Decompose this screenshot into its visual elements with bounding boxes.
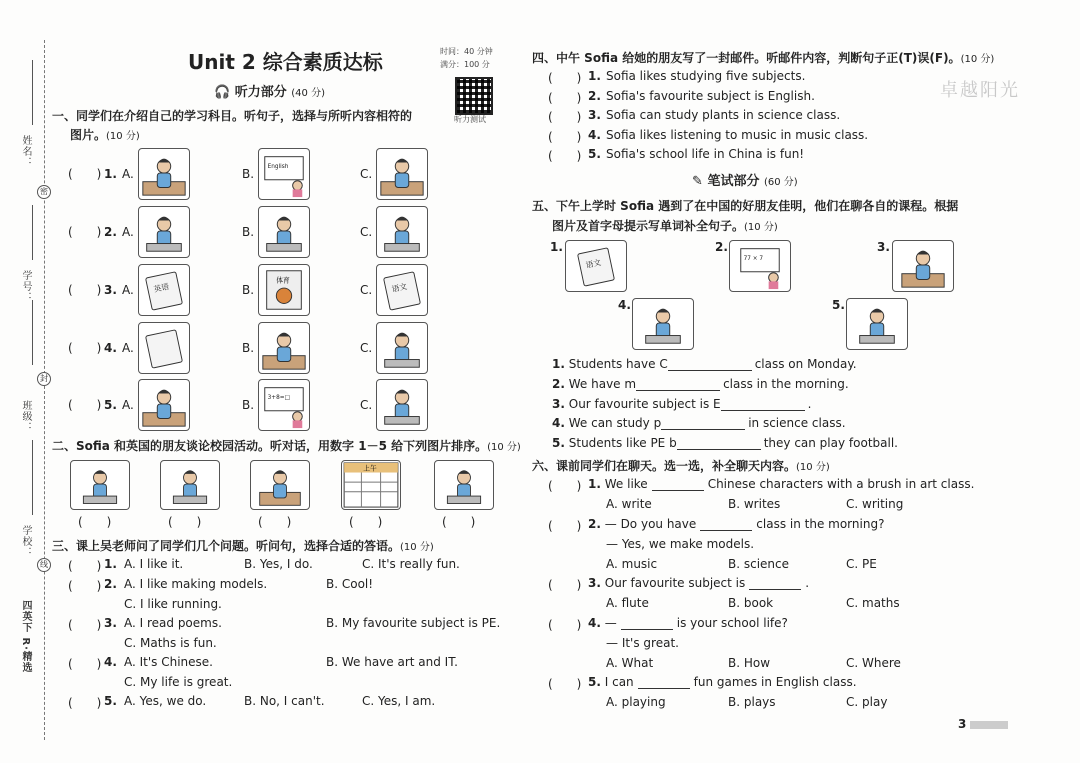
- section5-sentence-1-blank[interactable]: [668, 358, 752, 371]
- section1-row-5-option-a[interactable]: A.: [122, 398, 134, 412]
- section6-item-3-option-a[interactable]: A. flute: [606, 596, 649, 610]
- section5-sentence-4-number: 4.: [552, 416, 565, 431]
- section6-heading-text: 六、课前同学们在聊天。选一选，补全聊天内容。: [532, 459, 797, 473]
- id-write-line: [32, 205, 33, 260]
- section6-item-3-paren[interactable]: ( ): [548, 578, 582, 592]
- section1-row-1-paren[interactable]: ( ): [68, 167, 102, 181]
- section2-picture-3[interactable]: [250, 460, 310, 510]
- section1-row-1-option-a[interactable]: A.: [122, 167, 134, 181]
- section1-row-3-option-b[interactable]: B.: [242, 283, 255, 297]
- section1-row-4-number: 4.: [104, 341, 117, 355]
- section6-item-5-option-b[interactable]: B. plays: [728, 695, 776, 709]
- section1-heading-line2: [70, 126, 140, 143]
- section6-item-2-paren[interactable]: ( ): [548, 519, 582, 533]
- section3-heading-text: 三、课上吴老师问了同学们几个问题。听问句，选择合适的答语。: [52, 539, 401, 553]
- section2-picture-5[interactable]: [434, 460, 494, 510]
- section5-sentence-1: [552, 357, 857, 371]
- section6-item-2-prefix: — Do you have: [604, 517, 697, 531]
- section5-sentence-4: [552, 416, 846, 430]
- section5-picture-number-4: 4.: [618, 298, 631, 312]
- section6-item-5-option-a[interactable]: A. playing: [606, 695, 666, 709]
- section5-picture-5[interactable]: [846, 298, 908, 350]
- section3-item-1-option-a[interactable]: A. I like it.: [124, 557, 184, 571]
- section2-picture-2[interactable]: [160, 460, 220, 510]
- section6-item-1-number: 1.: [588, 477, 601, 491]
- listening-points: (40 分): [291, 88, 325, 99]
- section6-item-3-suffix: .: [805, 576, 810, 590]
- section6-item-1-blank[interactable]: [652, 478, 704, 491]
- section1-row-5-option-b[interactable]: B.: [242, 398, 255, 412]
- section6-item-2-option-c[interactable]: C. PE: [846, 557, 877, 571]
- section3-item-4-option-b[interactable]: B. We have art and IT.: [326, 655, 458, 669]
- section1-row-4-paren[interactable]: ( ): [68, 341, 102, 355]
- class-label: 班级：: [20, 400, 31, 433]
- pencil-icon: ✎: [692, 174, 703, 189]
- section1-points: (10 分): [106, 131, 140, 142]
- svg-text:3+8=□: 3+8=□: [267, 395, 291, 402]
- section6-item-4-option-a[interactable]: A. What: [606, 656, 654, 670]
- writing-points: (60 分): [763, 177, 798, 188]
- section6-item-4-stem: [588, 616, 788, 630]
- section3-item-4-paren[interactable]: ( ): [68, 657, 102, 671]
- writing-heading-text: 笔试部分: [707, 174, 760, 189]
- section3-item-5-option-c[interactable]: C. Yes, I am.: [362, 694, 436, 708]
- section4-heading-text: 四、中午 Sofia 给她的朋友写了一封邮件。听邮件内容，判断句子正(T)误(F)。: [532, 51, 961, 65]
- section3-item-3-paren[interactable]: ( ): [68, 618, 102, 632]
- svg-text:语文: 语文: [584, 257, 602, 270]
- section5-sentence-4-suffix: in science class.: [748, 416, 846, 431]
- section6-item-2-option-b[interactable]: B. science: [728, 557, 790, 571]
- section5-picture-number-1: 1.: [550, 240, 563, 254]
- seal-mark-xian: 线: [37, 558, 51, 572]
- section4-heading: [532, 49, 994, 66]
- section3-item-1-option-b[interactable]: B. Yes, I do.: [244, 557, 313, 571]
- section6-item-1-paren[interactable]: ( ): [548, 479, 582, 493]
- page-number: 3: [958, 717, 967, 731]
- section3-item-1-paren[interactable]: ( ): [68, 559, 102, 573]
- section4-item-5-text: Sofia's school life in China is fun!: [606, 147, 805, 162]
- section4-item-3-text: Sofia can study plants in science class.: [606, 108, 841, 123]
- section2-picture-1[interactable]: [70, 460, 130, 510]
- section6-item-1-suffix: Chinese characters with a brush in art class.: [707, 477, 975, 491]
- section4-item-5-paren[interactable]: ( ): [548, 149, 582, 164]
- section6-item-3-prefix: Our favourite subject is: [604, 576, 746, 590]
- section3-item-2-paren[interactable]: ( ): [68, 579, 102, 593]
- section6-item-4-number: 4.: [588, 616, 601, 630]
- page-title: Unit 2 综合素质达标: [188, 50, 383, 74]
- qr-code[interactable]: [455, 77, 493, 115]
- section1-row-3-picture-a[interactable]: [138, 264, 190, 316]
- section2-answer-paren-2[interactable]: ( ): [168, 515, 202, 529]
- section1-row-2-picture-c[interactable]: [376, 206, 428, 258]
- section4-item-3-paren[interactable]: ( ): [548, 110, 582, 125]
- seal-mark-feng: 封: [37, 372, 51, 386]
- section6-item-5-prefix: I can: [604, 675, 634, 689]
- seal-mark-mi: 密: [37, 185, 51, 199]
- section5-sentence-1-suffix: class on Monday.: [754, 357, 857, 371]
- section4-item-2-text: Sofia's favourite subject is English.: [606, 88, 815, 103]
- watermark: 卓越阳光: [940, 80, 1020, 101]
- section3-item-5-option-a[interactable]: A. Yes, we do.: [124, 694, 207, 708]
- section5-sentence-5-number: 5.: [552, 436, 565, 451]
- section5-picture-number-3: 3.: [877, 240, 890, 254]
- section1-row-5-picture-c[interactable]: [376, 379, 428, 431]
- section1-row-3-option-c[interactable]: C.: [360, 283, 373, 297]
- section1-row-5-picture-b[interactable]: [258, 379, 310, 431]
- section1-row-2-number: 2.: [104, 225, 117, 239]
- section4-item-5-number: 5.: [588, 147, 601, 162]
- section1-heading-text2: 图片。: [70, 128, 107, 142]
- section2-answer-paren-1[interactable]: ( ): [78, 515, 112, 529]
- section5-picture-3[interactable]: [892, 240, 954, 292]
- section3-item-3-option-b[interactable]: B. My favourite subject is PE.: [326, 616, 501, 630]
- section6-item-2-stem: [588, 517, 884, 531]
- cut-line: [44, 40, 45, 740]
- svg-text:上午: 上午: [363, 464, 377, 473]
- section3-item-1-option-c[interactable]: C. It's really fun.: [362, 557, 460, 571]
- section4-item-4-number: 4.: [588, 127, 601, 142]
- section5-sentence-2-prefix: We have m: [568, 376, 637, 391]
- section1-row-4-option-b[interactable]: B.: [242, 341, 255, 355]
- section3-item-5-option-b[interactable]: B. No, I can't.: [244, 694, 325, 708]
- section6-item-4-suffix: is your school life?: [676, 616, 788, 630]
- section3-points: (10 分): [400, 542, 434, 553]
- section5-sentence-4-prefix: We can study p: [568, 416, 662, 431]
- section5-heading-text2: 图片及首字母提示写单词补全句子。: [552, 219, 745, 233]
- section4-item-4-paren[interactable]: ( ): [548, 129, 582, 144]
- section1-row-1-option-c[interactable]: C.: [360, 167, 373, 181]
- section4-item-1-number: 1.: [588, 69, 601, 83]
- section3-item-3-number: 3.: [104, 616, 117, 630]
- section5-picture-4[interactable]: [632, 298, 694, 350]
- section2-heading-text: 二、Sofia 和英国的朋友谈论校园活动。听对话，用数字 1－5 给下列图片排序。: [52, 439, 488, 453]
- section5-sentence-2: [552, 377, 849, 391]
- section3-item-3-option-c[interactable]: C. Maths is fun.: [124, 636, 217, 650]
- section6-item-2-reply: — Yes, we make models.: [606, 537, 755, 551]
- listening-heading-text: 听力部分: [234, 85, 287, 100]
- section5-sentence-1-prefix: Students have C: [568, 357, 668, 371]
- section6-item-3-option-b[interactable]: B. book: [728, 596, 774, 610]
- section5-sentence-4-blank[interactable]: [661, 417, 745, 430]
- footer-bar: [970, 721, 1008, 729]
- section1-row-5-number: 5.: [104, 398, 117, 412]
- section3-item-2-number: 2.: [104, 577, 117, 591]
- section6-heading: [532, 457, 830, 474]
- section6-item-3-number: 3.: [588, 576, 601, 590]
- section6-item-5-paren[interactable]: ( ): [548, 677, 582, 691]
- time-limit: 时间：40 分钟: [440, 47, 493, 56]
- section5-sentence-2-suffix: class in the morning.: [723, 376, 849, 391]
- section6-item-5-suffix: fun games in English class.: [693, 675, 857, 689]
- section6-item-5-blank[interactable]: [638, 676, 690, 689]
- section6-item-5-option-c[interactable]: C. play: [846, 695, 888, 709]
- section6-item-3-option-c[interactable]: C. maths: [846, 596, 900, 610]
- svg-text:英语: 英语: [152, 281, 170, 294]
- section3-item-5-paren[interactable]: ( ): [68, 696, 102, 710]
- section2-answer-paren-4[interactable]: ( ): [349, 515, 383, 529]
- school-label: 学校：: [20, 525, 31, 558]
- section1-row-2-paren[interactable]: ( ): [68, 225, 102, 239]
- section1-row-4-option-c[interactable]: C.: [360, 341, 373, 355]
- section1-row-1-number: 1.: [104, 167, 117, 181]
- section1-heading-text: 一、同学们在介绍自己的学习科目。听句子，选择与所听内容相符的: [52, 109, 413, 123]
- section1-row-3-number: 3.: [104, 283, 117, 297]
- section6-points: (10 分): [796, 462, 830, 473]
- section4-item-1-text: Sofia likes studying five subjects.: [606, 69, 806, 83]
- section1-row-2-picture-a[interactable]: [138, 206, 190, 258]
- name-write-line: [32, 60, 33, 125]
- section6-item-5-number: 5.: [588, 675, 601, 689]
- section4-points: (10 分): [960, 54, 995, 65]
- section6-item-4-prefix: —: [604, 616, 617, 630]
- full-score: 满分：100 分: [440, 60, 490, 69]
- section5-heading: [532, 197, 958, 214]
- section6-item-2-suffix: class in the morning?: [756, 517, 885, 531]
- section6-item-4-reply: — It's great.: [606, 636, 679, 650]
- section3-item-4-option-c[interactable]: C. My life is great.: [124, 675, 233, 689]
- section1-row-3-picture-c[interactable]: [376, 264, 428, 316]
- section6-item-1-option-c[interactable]: C. writing: [846, 497, 904, 511]
- section1-row-5-picture-a[interactable]: [138, 379, 190, 431]
- section5-sentence-3: [552, 397, 811, 411]
- section5-heading-line2: [552, 217, 778, 234]
- svg-text:语文: 语文: [390, 281, 408, 294]
- section1-row-1-option-b[interactable]: B.: [242, 167, 255, 181]
- section6-item-1-stem: [588, 477, 974, 491]
- section5-sentence-1-number: 1.: [552, 357, 565, 371]
- section5-sentence-5-blank[interactable]: [677, 437, 761, 450]
- section1-row-4-option-a[interactable]: A.: [122, 341, 134, 355]
- section6-item-5-stem: [588, 675, 857, 689]
- section1-row-4-picture-a[interactable]: [138, 322, 190, 374]
- binding-margin: [0, 0, 50, 763]
- section5-picture-number-5: 5.: [832, 298, 845, 312]
- section5-sentence-5-suffix: they can play football.: [763, 436, 898, 451]
- section6-item-3-blank[interactable]: [749, 577, 801, 590]
- section5-picture-1[interactable]: [565, 240, 627, 292]
- section1-row-3-picture-b[interactable]: [258, 264, 310, 316]
- section5-sentence-3-number: 3.: [552, 396, 565, 411]
- writing-heading: [692, 170, 798, 189]
- section6-item-2-option-a[interactable]: A. music: [606, 557, 658, 571]
- section6-item-4-blank[interactable]: [621, 617, 673, 630]
- section1-row-2-option-a[interactable]: A.: [122, 225, 134, 239]
- section6-item-1-option-a[interactable]: A. write: [606, 497, 652, 511]
- section5-sentence-3-blank[interactable]: [721, 398, 805, 411]
- section1-row-5-option-c[interactable]: C.: [360, 398, 373, 412]
- section1-row-2-picture-b[interactable]: [258, 206, 310, 258]
- section2-points: (10 分): [487, 442, 521, 453]
- section6-item-2-number: 2.: [588, 517, 601, 531]
- class-write-line: [32, 300, 33, 365]
- listening-heading: [214, 81, 325, 100]
- section6-item-3-stem: [588, 576, 809, 590]
- section1-row-4-picture-c[interactable]: [376, 322, 428, 374]
- section6-item-4-option-c[interactable]: C. Where: [846, 656, 901, 670]
- section1-row-1-picture-c[interactable]: [376, 148, 428, 200]
- section1-row-3-option-a[interactable]: A.: [122, 283, 134, 297]
- section3-item-2-option-b[interactable]: B. Cool!: [326, 577, 374, 591]
- section6-item-4-paren[interactable]: ( ): [548, 618, 582, 632]
- section5-sentence-5: [552, 436, 898, 450]
- section1-row-2-option-b[interactable]: B.: [242, 225, 255, 239]
- section5-sentence-3-suffix: .: [807, 396, 812, 411]
- svg-text:English: English: [267, 164, 289, 171]
- section5-picture-2[interactable]: [729, 240, 791, 292]
- section3-item-2-option-a[interactable]: A. I like making models.: [124, 577, 268, 591]
- section1-row-2-option-c[interactable]: C.: [360, 225, 373, 239]
- id-label: 学号：: [20, 270, 31, 303]
- section6-item-1-prefix: We like: [604, 477, 648, 491]
- section6-item-4-option-b[interactable]: B. How: [728, 656, 771, 670]
- section5-sentence-2-number: 2.: [552, 376, 565, 391]
- section1-row-4-picture-b[interactable]: [258, 322, 310, 374]
- section3-item-4-option-a[interactable]: A. It's Chinese.: [124, 655, 213, 669]
- section5-points: (10 分): [744, 222, 778, 233]
- section3-heading: [52, 537, 434, 554]
- section2-heading: [52, 437, 521, 454]
- section3-item-1-number: 1.: [104, 557, 117, 571]
- section4-item-2-number: 2.: [588, 88, 601, 103]
- section2-answer-paren-3[interactable]: ( ): [258, 515, 292, 529]
- section3-item-2-option-c[interactable]: C. I like running.: [124, 597, 222, 611]
- name-label: 姓名：: [20, 135, 31, 168]
- svg-text:体育: 体育: [276, 276, 290, 285]
- section6-item-2-blank[interactable]: [700, 518, 752, 531]
- section2-answer-paren-5[interactable]: ( ): [442, 515, 476, 529]
- section1-row-5-paren[interactable]: ( ): [68, 398, 102, 412]
- section5-sentence-5-prefix: Students like PE b: [568, 436, 677, 451]
- section3-item-4-number: 4.: [104, 655, 117, 669]
- section5-sentence-2-blank[interactable]: [636, 378, 720, 391]
- headphones-icon: 🎧: [214, 85, 231, 100]
- section3-item-5-number: 5.: [104, 694, 117, 708]
- section1-heading: [52, 107, 412, 124]
- section5-sentence-3-prefix: Our favourite subject is E: [568, 396, 721, 411]
- section2-picture-4[interactable]: [341, 460, 401, 510]
- section5-heading-text: 五、下午上学时 Sofia 遇到了在中国的好朋友佳明，他们在聊各自的课程。根据: [532, 199, 959, 213]
- section1-row-1-picture-a[interactable]: [138, 148, 190, 200]
- section5-picture-number-2: 2.: [715, 240, 728, 254]
- section3-item-3-option-a[interactable]: A. I read poems.: [124, 616, 222, 630]
- school-write-line: [32, 440, 33, 515]
- section1-row-3-paren[interactable]: ( ): [68, 283, 102, 297]
- qr-caption: 听力测试: [454, 115, 486, 124]
- section4-item-3-number: 3.: [588, 108, 601, 123]
- section6-item-1-option-b[interactable]: B. writes: [728, 497, 781, 511]
- edition-label: 四英下 R·精选: [20, 600, 31, 673]
- section4-item-1-paren[interactable]: ( ): [548, 71, 582, 85]
- svg-text:77 × 7: 77 × 7: [743, 256, 764, 263]
- section4-item-4-text: Sofia likes listening to music in music class.: [606, 127, 869, 142]
- section1-row-1-picture-b[interactable]: [258, 148, 310, 200]
- section4-item-2-paren[interactable]: ( ): [548, 90, 582, 105]
